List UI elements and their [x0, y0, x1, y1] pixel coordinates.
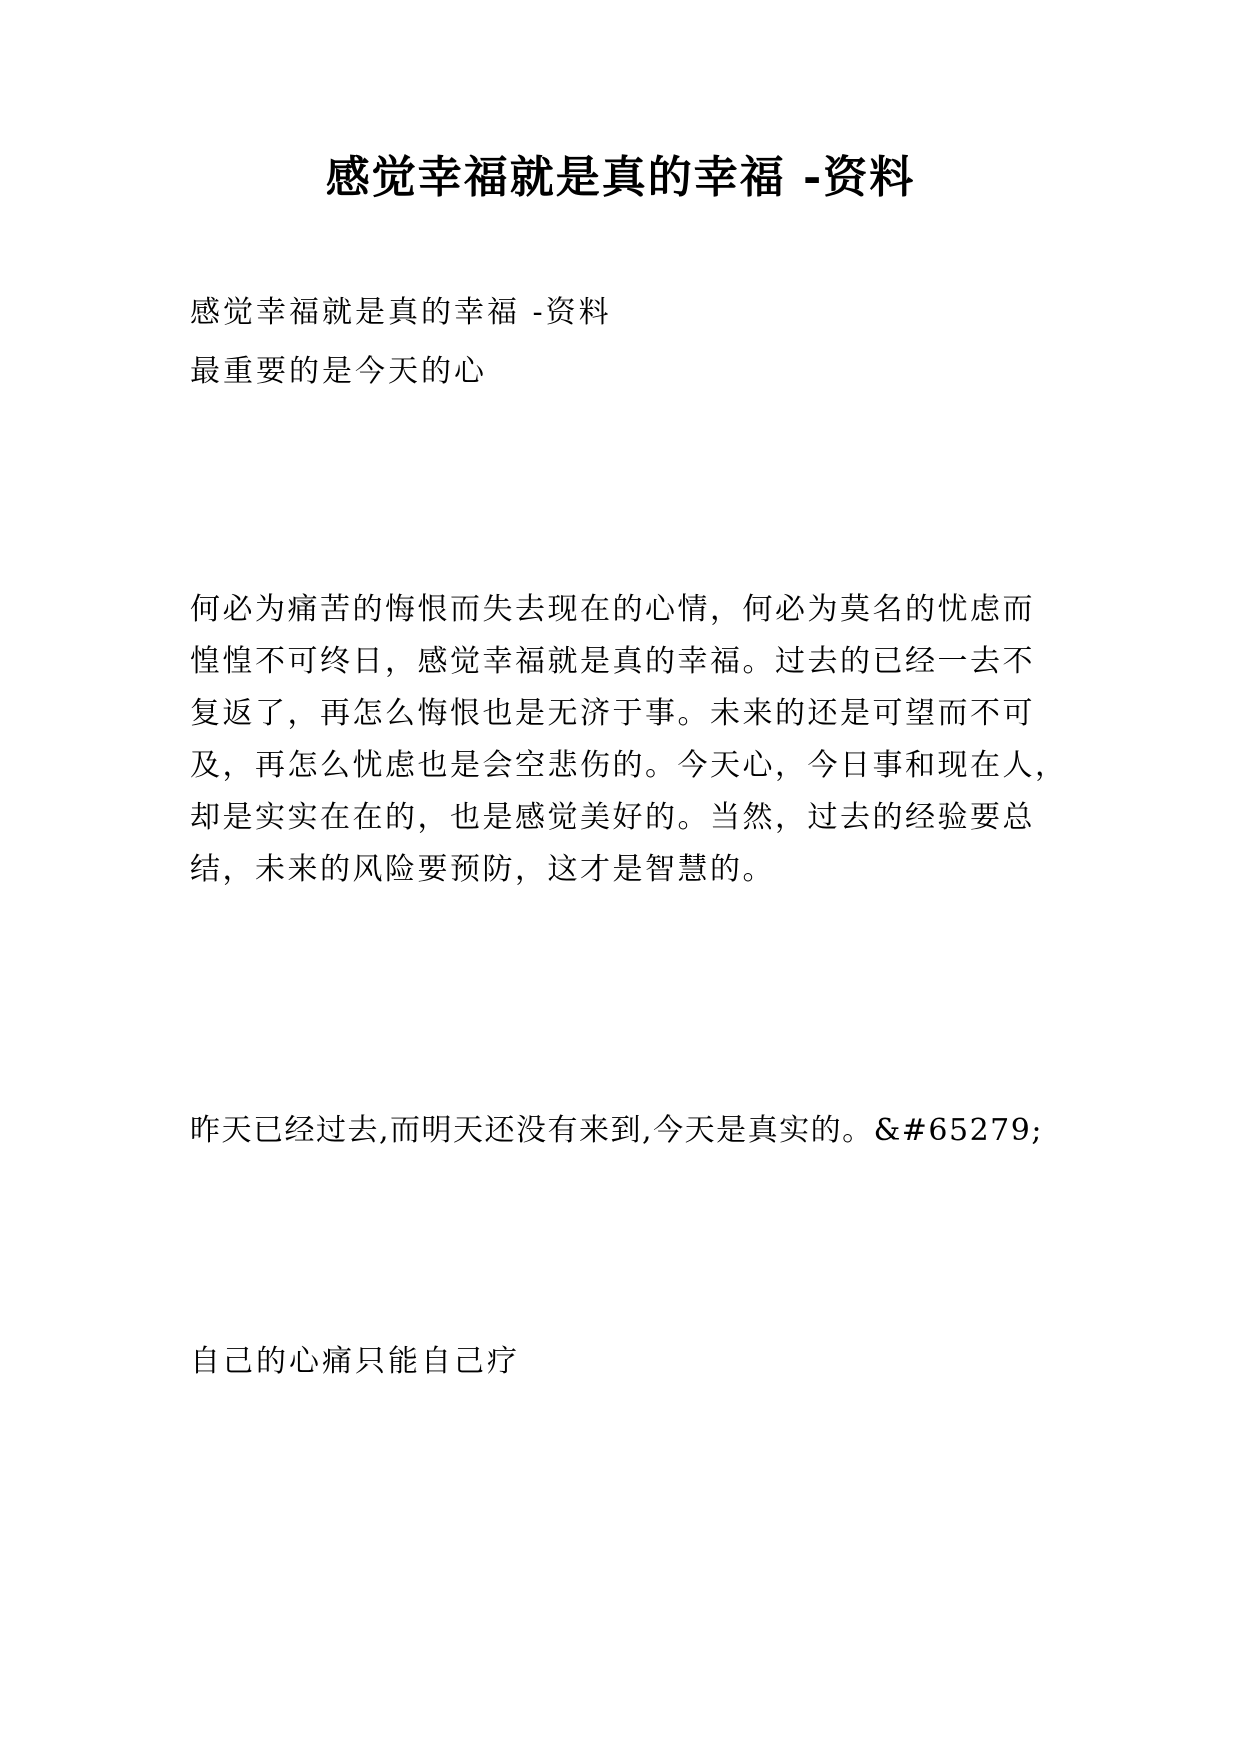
- paragraph-1-line: 惶惶不可终日，感觉幸福就是真的幸福。过去的已经一去不: [190, 644, 1035, 679]
- document-subtitle: 感觉幸福就是真的幸福 -资料: [190, 295, 612, 330]
- paragraph-1-line: 何必为痛苦的悔恨而失去现在的心情，何必为莫名的忧虑而: [190, 592, 1035, 627]
- paragraph-1-line: 及，再怎么忧虑也是会空悲伤的。今天心，今日事和现在人，: [190, 748, 1068, 783]
- paragraph-1: [190, 584, 1068, 896]
- paragraph-1-line: 却是实实在在的，也是感觉美好的。当然，过去的经验要总: [190, 800, 1035, 835]
- section-heading-1: 最重要的是今天的心: [190, 354, 487, 389]
- section-heading-2: 自己的心痛只能自己疗: [190, 1344, 520, 1379]
- paragraph-1-line: 结，未来的风险要预防，这才是智慧的。: [190, 852, 775, 887]
- paragraph-1-line: 复返了，再怎么悔恨也是无济于事。未来的还是可望而不可: [190, 696, 1035, 731]
- paragraph-2: 昨天已经过去,而明天还没有来到,今天是真实的。&#65279;: [190, 1113, 1043, 1148]
- document-title: 感觉幸福就是真的幸福 -资料: [325, 152, 916, 203]
